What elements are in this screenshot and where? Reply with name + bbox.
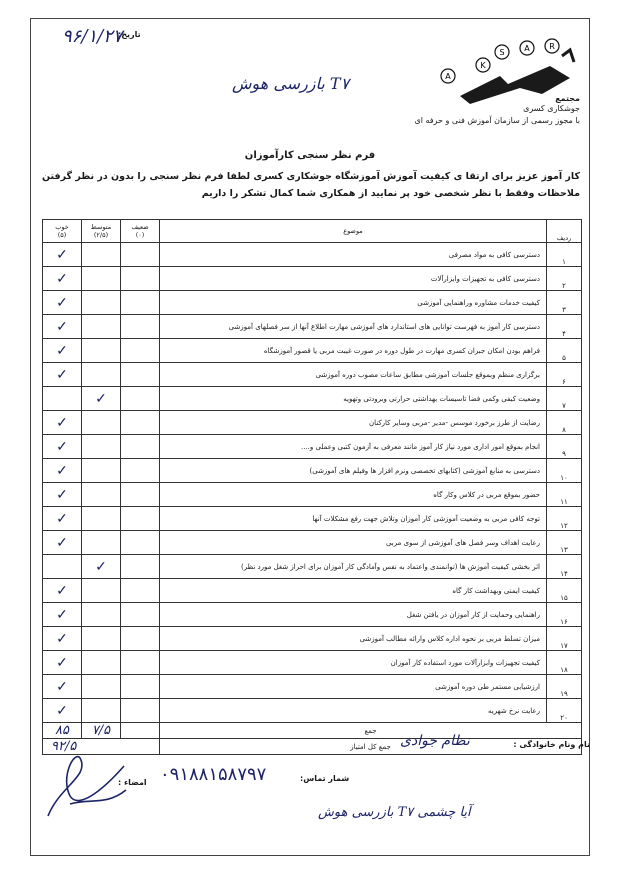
score-cell-mid [82,651,121,675]
logo-letter: K [480,61,486,70]
score-cell-good [43,411,82,435]
row-number: ۱۳ [547,531,582,555]
row-number: ۱۵ [547,579,582,603]
score-cell-good [43,387,82,411]
checkmark-icon: ✓ [56,630,68,647]
score-cell-weak [121,459,160,483]
score-cell-good [43,531,82,555]
row-number: ۱۰ [547,459,582,483]
logo-line3: با مجوز رسمی از سازمان آموزش فنی و حرفه ای [414,116,580,125]
row-topic: اثر بخشی کیفیت آموزش ها (توانمندی واعتماد به نفس وآمادگی کار آموزان برای احراز شغل مورد نظر) [160,555,547,579]
name-value: نظام جوادی [400,733,470,749]
signature [40,746,130,824]
score-cell-mid [82,603,121,627]
row-number: ۵ [547,339,582,363]
row-topic: کیفیت ایمنی وبهداشت کار گاه [160,579,547,603]
row-number: ۸ [547,411,582,435]
good-label: خوب [55,223,69,231]
row-number: ۱۴ [547,555,582,579]
col-weak-header [121,220,160,243]
score-cell-good [43,339,82,363]
phone-value: ۰۹۱۸۸۱۵۸۷۹۷ [160,764,267,785]
date-label: تاریخ: [118,30,141,39]
row-topic: برگزاری منظم وبموقع جلسات آموزشی مطابق ساعات مصوب دوره آموزشی [160,363,547,387]
score-cell-weak [121,267,160,291]
score-cell-mid [82,579,121,603]
score-cell-good [43,459,82,483]
score-cell-weak [121,387,160,411]
row-number: ۱۷ [547,627,582,651]
score-cell-good [43,603,82,627]
logo-letter: A [524,44,530,53]
col-topic-header: موضوع [160,220,547,243]
score-cell-weak [121,555,160,579]
checkmark-icon: ✓ [56,318,68,335]
table-row [43,555,582,579]
score-cell-weak [121,651,160,675]
score-cell-weak [121,339,160,363]
checkmark-icon: ✓ [56,582,68,599]
score-cell-mid [82,627,121,651]
sum-good: ۸۵ [43,723,82,739]
row-topic: رعایت نرخ شهریه [160,699,547,723]
row-topic: دسترسی کافی به تجهیزات وابزارآلات [160,267,547,291]
table-row [43,651,582,675]
score-cell-good [43,483,82,507]
logo-letter: A [445,72,451,81]
logo [414,36,580,125]
checkmark-icon: ✓ [56,654,68,671]
checkmark-icon: ✓ [56,414,68,431]
score-cell-good [43,363,82,387]
table-row [43,363,582,387]
row-number: ۹ [547,435,582,459]
table-row [43,435,582,459]
score-cell-weak [121,699,160,723]
date-value: ۹۶/۱/۲۷ [62,26,123,47]
table-row [43,483,582,507]
form-title: فرم نظر سنجی کارآموزان [244,150,376,161]
row-topic: فراهم بودن امکان جبران کسری مهارت در طول دوره در صورت غیبت مربی یا قصور آموزشگاه [160,339,547,363]
weak-label: ضعیف [131,223,149,231]
score-cell-weak [121,363,160,387]
checkmark-icon: ✓ [56,678,68,695]
logo-line1: مجتمع [555,94,580,103]
score-cell-weak [121,243,160,267]
sum-mid: ۷/۵ [82,723,121,739]
row-topic: انجام بموقع امور اداری مورد نیاز کار آموز مانند معرفی به آزمون کتبی وعملی و.... [160,435,547,459]
table-row [43,315,582,339]
good-score: (۵) [57,231,67,239]
row-number: ۱۸ [547,651,582,675]
total-value: ۹۲/۵ [43,739,160,755]
checkmark-icon: ✓ [56,462,68,479]
score-cell-weak [121,315,160,339]
score-cell-mid [82,291,121,315]
col-num-header: ردیف [547,220,582,243]
table-row [43,627,582,651]
table-row [43,531,582,555]
row-topic: میزان تسلط مربی بر نحوه اداره کلاس وارائه مطالب آموزشی [160,627,547,651]
score-cell-weak [121,531,160,555]
score-cell-good [43,579,82,603]
score-cell-weak [121,627,160,651]
table-row [43,459,582,483]
score-cell-good [43,243,82,267]
score-cell-mid [82,459,121,483]
checkmark-icon: ✓ [56,366,68,383]
row-topic: رعایت اهداف وسر فصل های آموزشی از سوی مربی [160,531,547,555]
score-cell-mid [82,507,121,531]
score-cell-good [43,507,82,531]
score-cell-weak [121,291,160,315]
row-topic: حضور بموقع مربی در کلاس وکار گاه [160,483,547,507]
score-cell-mid [82,555,121,579]
score-cell-weak [121,411,160,435]
checkmark-icon: ✓ [56,246,68,263]
score-cell-mid [82,435,121,459]
row-topic: دسترسی کار آموز به فهرست توانایی های استاندارد های آموزشی مهارت اطلاع آنها از سر فصلهای آموزشی [160,315,547,339]
score-cell-mid [82,531,121,555]
checkmark-icon: ✓ [56,486,68,503]
sum-label: جمع [160,723,582,739]
score-cell-good [43,651,82,675]
score-cell-weak [121,579,160,603]
row-number: ۱۱ [547,483,582,507]
intro-text: کار آموز عزیز برای ارتقا ی کیفیت آموزش آموزشگاه جوشکاری کسری لطفا فرم نظر سنجی را بدون در نظر گرفتن ملاحظات وفقط با نظر شخصی خود پر نمایید از همکاری شما کمال تشکر را داریم [41,171,580,199]
mid-label: متوسط [90,223,112,231]
checkmark-icon: ✓ [56,606,68,623]
score-cell-good [43,267,82,291]
score-cell-weak [121,483,160,507]
row-topic: کیفیت خدمات مشاوره وراهنمایی آموزشی [160,291,547,315]
row-number: ۲۰ [547,699,582,723]
table-row [43,675,582,699]
score-cell-mid [82,387,121,411]
bottom-note: بازرسی هوش T۷ آیا چشمی [318,805,471,820]
name-label: نام ونام خانوادگی : [513,740,590,749]
score-cell-good [43,555,82,579]
checkmark-icon: ✓ [56,270,68,287]
row-number: ۲ [547,267,582,291]
weak-score: (۰) [135,231,145,239]
score-cell-good [43,699,82,723]
logo-letter: S [499,48,505,57]
score-cell-mid [82,315,121,339]
score-cell-weak [121,507,160,531]
col-mid-header [82,220,121,243]
score-cell-good [43,675,82,699]
logo-letter: R [549,42,555,51]
total-label: جمع کل امتیاز [160,739,582,755]
table-row [43,603,582,627]
table-row [43,699,582,723]
row-topic: دسترسی به منابع آموزشی (کتابهای تخصصی ونرم افزار ها وفیلم های آموزشی) [160,459,547,483]
table-row [43,267,582,291]
score-cell-mid [82,243,121,267]
table-row [43,291,582,315]
row-number: ۱۹ [547,675,582,699]
sum-weak [121,723,160,739]
score-cell-weak [121,603,160,627]
row-topic: رضایت از طرز برخورد موسس -مدیر -مربی وسایر کارکنان [160,411,547,435]
checkmark-icon: ✓ [56,438,68,455]
table-row [43,579,582,603]
row-number: ۱۲ [547,507,582,531]
score-cell-mid [82,411,121,435]
mid-score: (۲/۵) [93,231,109,239]
score-cell-mid [82,483,121,507]
logo-line2: جوشکاری کسری [523,104,580,113]
score-cell-good [43,435,82,459]
score-cell-mid [82,339,121,363]
row-number: ۷ [547,387,582,411]
score-cell-mid [82,699,121,723]
col-good-header [43,220,82,243]
score-cell-good [43,291,82,315]
table-row [43,339,582,363]
checkmark-icon: ✓ [95,558,107,575]
table-row [43,243,582,267]
row-topic: توجه کافی مربی به وضعیت آموزشی کار آموزان وتلاش جهت رفع مشکلات آنها [160,507,547,531]
table-header-row [43,220,582,243]
score-cell-good [43,315,82,339]
row-number: ۱۶ [547,603,582,627]
table-row [43,411,582,435]
row-number: ۱ [547,243,582,267]
table-row [43,387,582,411]
sum-row [43,723,582,739]
score-cell-mid [82,363,121,387]
table-row [43,507,582,531]
checkmark-icon: ✓ [56,510,68,527]
score-cell-weak [121,435,160,459]
phone-label: شمار تماس: [300,774,350,783]
evaluation-table [42,219,582,755]
row-number: ۳ [547,291,582,315]
row-topic: دسترسی کافی به مواد مصرفی [160,243,547,267]
checkmark-icon: ✓ [56,342,68,359]
row-topic: کیفیت تجهیزات وابزارآلات مورد استفاده کار آموزان [160,651,547,675]
score-cell-weak [121,675,160,699]
signature-label: امضاء : [118,778,147,787]
row-topic: ارزشیابی مستمر طی دوره آموزشی [160,675,547,699]
row-topic: راهنمایی وحمایت از کار آموزان در یافتن شغل [160,603,547,627]
row-number: ۴ [547,315,582,339]
score-cell-mid [82,267,121,291]
checkmark-icon: ✓ [56,702,68,719]
checkmark-icon: ✓ [56,294,68,311]
row-number: ۶ [547,363,582,387]
checkmark-icon: ✓ [56,534,68,551]
checkmark-icon: ✓ [95,390,107,407]
score-cell-mid [82,675,121,699]
handwritten-title: بازرسی هوش T۷ [232,74,350,93]
row-topic: وضعیت کیفی وکمی فضا تاسیسات بهداشتی حرارتی وبرودتی وتهویه [160,387,547,411]
score-cell-good [43,627,82,651]
